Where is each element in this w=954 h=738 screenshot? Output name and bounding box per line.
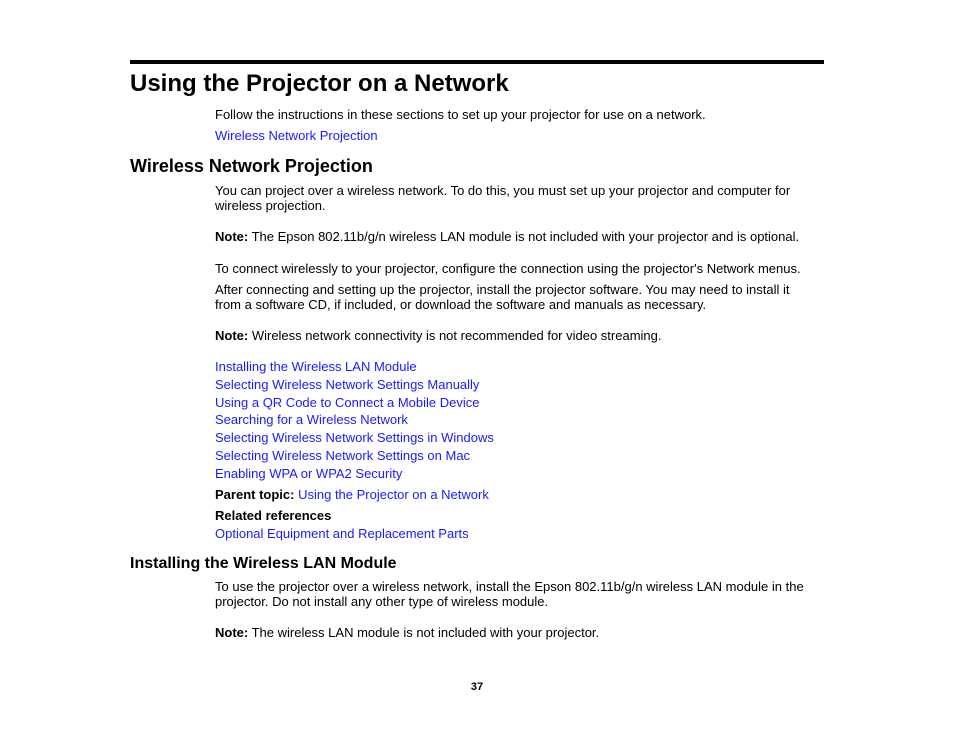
link-settings-in-windows[interactable]: Selecting Wireless Network Settings in Windows bbox=[215, 430, 494, 446]
installing-note bbox=[215, 625, 815, 640]
related-references-label: Related references bbox=[215, 508, 332, 523]
link-wpa-security[interactable]: Enabling WPA or WPA2 Security bbox=[215, 465, 403, 481]
list-item bbox=[215, 411, 494, 429]
wireless-paragraph-2: To connect wirelessly to your projector, configure the connection using the projector's Network menus. bbox=[215, 261, 801, 276]
note-text: The wireless LAN module is not included with your projector. bbox=[248, 625, 600, 640]
intro-link-line bbox=[215, 128, 815, 143]
link-searching-wireless-network[interactable]: Searching for a Wireless Network bbox=[215, 412, 408, 428]
wireless-paragraph-3: After connecting and setting up the projector, install the projector software. You may need to install it from a software CD, if included, or download the software and manuals as necessary. bbox=[215, 282, 790, 312]
note-text: The Epson 802.11b/g/n wireless LAN module is not included with your projector and is optional. bbox=[248, 229, 800, 244]
wireless-paragraph-1: You can project over a wireless network. To do this, you must set up your projector and computer for wireless projection. bbox=[215, 183, 791, 213]
link-settings-on-mac[interactable]: Selecting Wireless Network Settings on Mac bbox=[215, 447, 471, 463]
page-title: Using the Projector on a Network bbox=[130, 70, 509, 97]
list-item bbox=[215, 465, 494, 483]
note-text: Wireless network connectivity is not recommended for video streaming. bbox=[248, 328, 662, 343]
parent-topic-line bbox=[215, 487, 815, 502]
section-heading-installing: Installing the Wireless LAN Module bbox=[130, 555, 397, 572]
section-heading-wireless: Wireless Network Projection bbox=[130, 156, 373, 176]
intro-paragraph: Follow the instructions in these sections to set up your projector for use on a network. bbox=[215, 107, 706, 122]
wireless-note-1 bbox=[215, 229, 815, 244]
link-installing-wireless-lan-module[interactable]: Installing the Wireless LAN Module bbox=[215, 359, 417, 374]
parent-topic-label: Parent topic: bbox=[215, 487, 295, 502]
note-label: Note: bbox=[215, 328, 249, 343]
link-selecting-settings-manually[interactable]: Selecting Wireless Network Settings Manually bbox=[215, 376, 480, 392]
related-link-line bbox=[215, 526, 815, 541]
topic-link-list bbox=[215, 358, 494, 483]
installing-paragraph-1: To use the projector over a wireless network, install the Epson 802.11b/g/n wireless LAN module in the projector. Do not install any other type of wireless module. bbox=[215, 579, 804, 609]
list-item bbox=[215, 376, 494, 394]
list-item bbox=[215, 358, 494, 376]
wireless-note-2 bbox=[215, 328, 815, 343]
list-item bbox=[215, 447, 494, 465]
link-wireless-network-projection[interactable]: Wireless Network Projection bbox=[215, 128, 378, 143]
page-number: 37 bbox=[470, 681, 484, 693]
list-item bbox=[215, 394, 494, 412]
link-optional-equipment[interactable]: Optional Equipment and Replacement Parts bbox=[215, 526, 469, 541]
note-label: Note: bbox=[215, 229, 249, 244]
list-item bbox=[215, 429, 494, 447]
link-qr-code-mobile-device[interactable]: Using a QR Code to Connect a Mobile Device bbox=[215, 394, 480, 410]
note-label: Note: bbox=[215, 625, 249, 640]
top-rule bbox=[130, 60, 824, 64]
link-parent-topic[interactable]: Using the Projector on a Network bbox=[298, 487, 489, 502]
